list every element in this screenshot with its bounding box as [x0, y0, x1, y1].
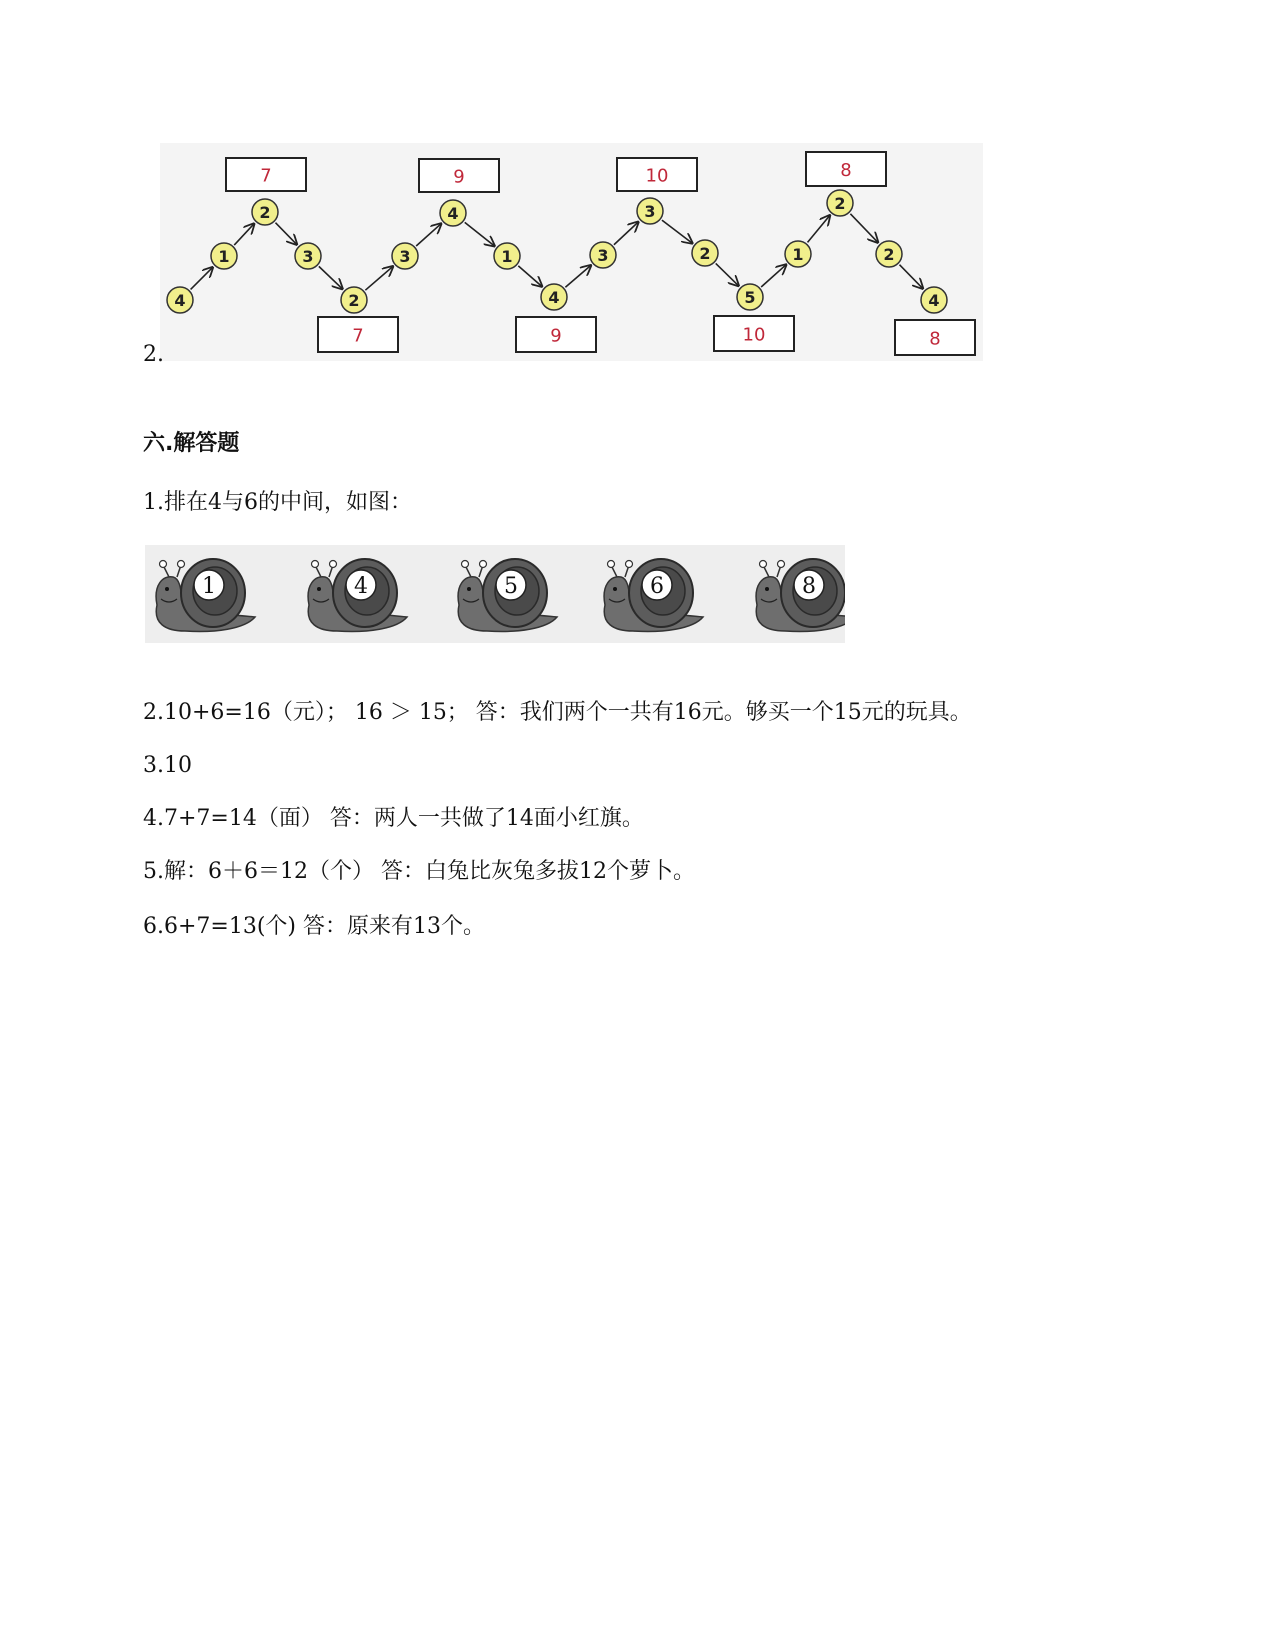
chain-circle-number: 3 [399, 247, 411, 266]
answer-3: 3.10 [143, 753, 192, 778]
top-sum-box-number: 7 [260, 165, 272, 187]
chain-circle-number: 1 [218, 247, 230, 266]
snail-number: 6 [650, 574, 664, 599]
chain-arrow [808, 215, 830, 242]
bottom-sum-box-number: 7 [352, 325, 364, 347]
snail-number: 8 [802, 574, 816, 599]
chain-arrow [850, 214, 878, 243]
snail-number: 1 [202, 574, 216, 599]
bottom-sum-box-number: 10 [742, 324, 766, 346]
chain-circle-number: 3 [644, 202, 656, 221]
chain-arrow [191, 267, 213, 289]
snail-number: 5 [504, 574, 518, 599]
chain-arrow [465, 222, 495, 246]
chain-circle-number: 1 [792, 245, 804, 264]
top-sum-box-number: 10 [645, 165, 669, 187]
chain-circle-number: 2 [883, 245, 895, 264]
snail [156, 559, 255, 631]
chain-circle-number: 4 [447, 204, 459, 223]
chain-arrow [365, 266, 393, 290]
question-number: 2. [143, 342, 164, 367]
section-title: 六.解答题 [143, 431, 240, 456]
top-sum-box-number: 9 [453, 166, 465, 188]
number-chain-figure [160, 143, 983, 361]
chain-arrow [565, 265, 590, 287]
chain-circle-number: 3 [302, 247, 314, 266]
answer-4: 4.7+7=14（面） 答：两人一共做了14面小红旗。 [143, 806, 644, 831]
chain-arrow [319, 266, 343, 289]
answer-2: 2.10+6=16（元）； 16 ＞ 15； 答：我们两个一共有16元。够买一个15元的玩具。 [143, 700, 972, 725]
chain-arrow [614, 222, 638, 245]
answer-1: 1.排在4与6的中间，如图： [143, 490, 412, 515]
chain-circle-number: 2 [348, 291, 360, 310]
chain-circle-number: 4 [174, 291, 186, 310]
chain-arrow [275, 223, 296, 245]
chain-arrow [416, 224, 441, 246]
bottom-sum-box-number: 8 [929, 328, 941, 350]
snail [458, 559, 557, 631]
top-sum-box-number: 8 [840, 160, 852, 181]
chain-circle-number: 5 [744, 288, 756, 307]
answer-6: 6.6+7=13(个) 答：原来有13个。 [143, 914, 485, 939]
chain-circle-number: 1 [501, 247, 513, 266]
chain-circle-number: 4 [928, 291, 940, 310]
chain-circle-number: 3 [597, 246, 609, 265]
chain-arrow [761, 265, 786, 287]
snail-figure [145, 545, 845, 643]
chain-arrow [716, 263, 739, 285]
snail [604, 559, 703, 631]
bottom-sum-box-number: 9 [550, 325, 562, 347]
answer-5: 5.解：6＋6＝12（个） 答：白兔比灰兔多拔12个萝卜。 [143, 859, 695, 884]
snail [756, 559, 845, 631]
snail [308, 559, 407, 631]
snail-number: 4 [354, 574, 368, 599]
chain-arrow [234, 224, 254, 245]
chain-arrow [899, 265, 922, 289]
chain-circle-number: 2 [699, 244, 711, 263]
chain-circle-number: 2 [259, 203, 271, 222]
chain-arrow [662, 220, 692, 243]
chain-circle-number: 2 [834, 194, 846, 213]
chain-circle-number: 4 [548, 288, 560, 307]
chain-arrow [518, 266, 542, 287]
